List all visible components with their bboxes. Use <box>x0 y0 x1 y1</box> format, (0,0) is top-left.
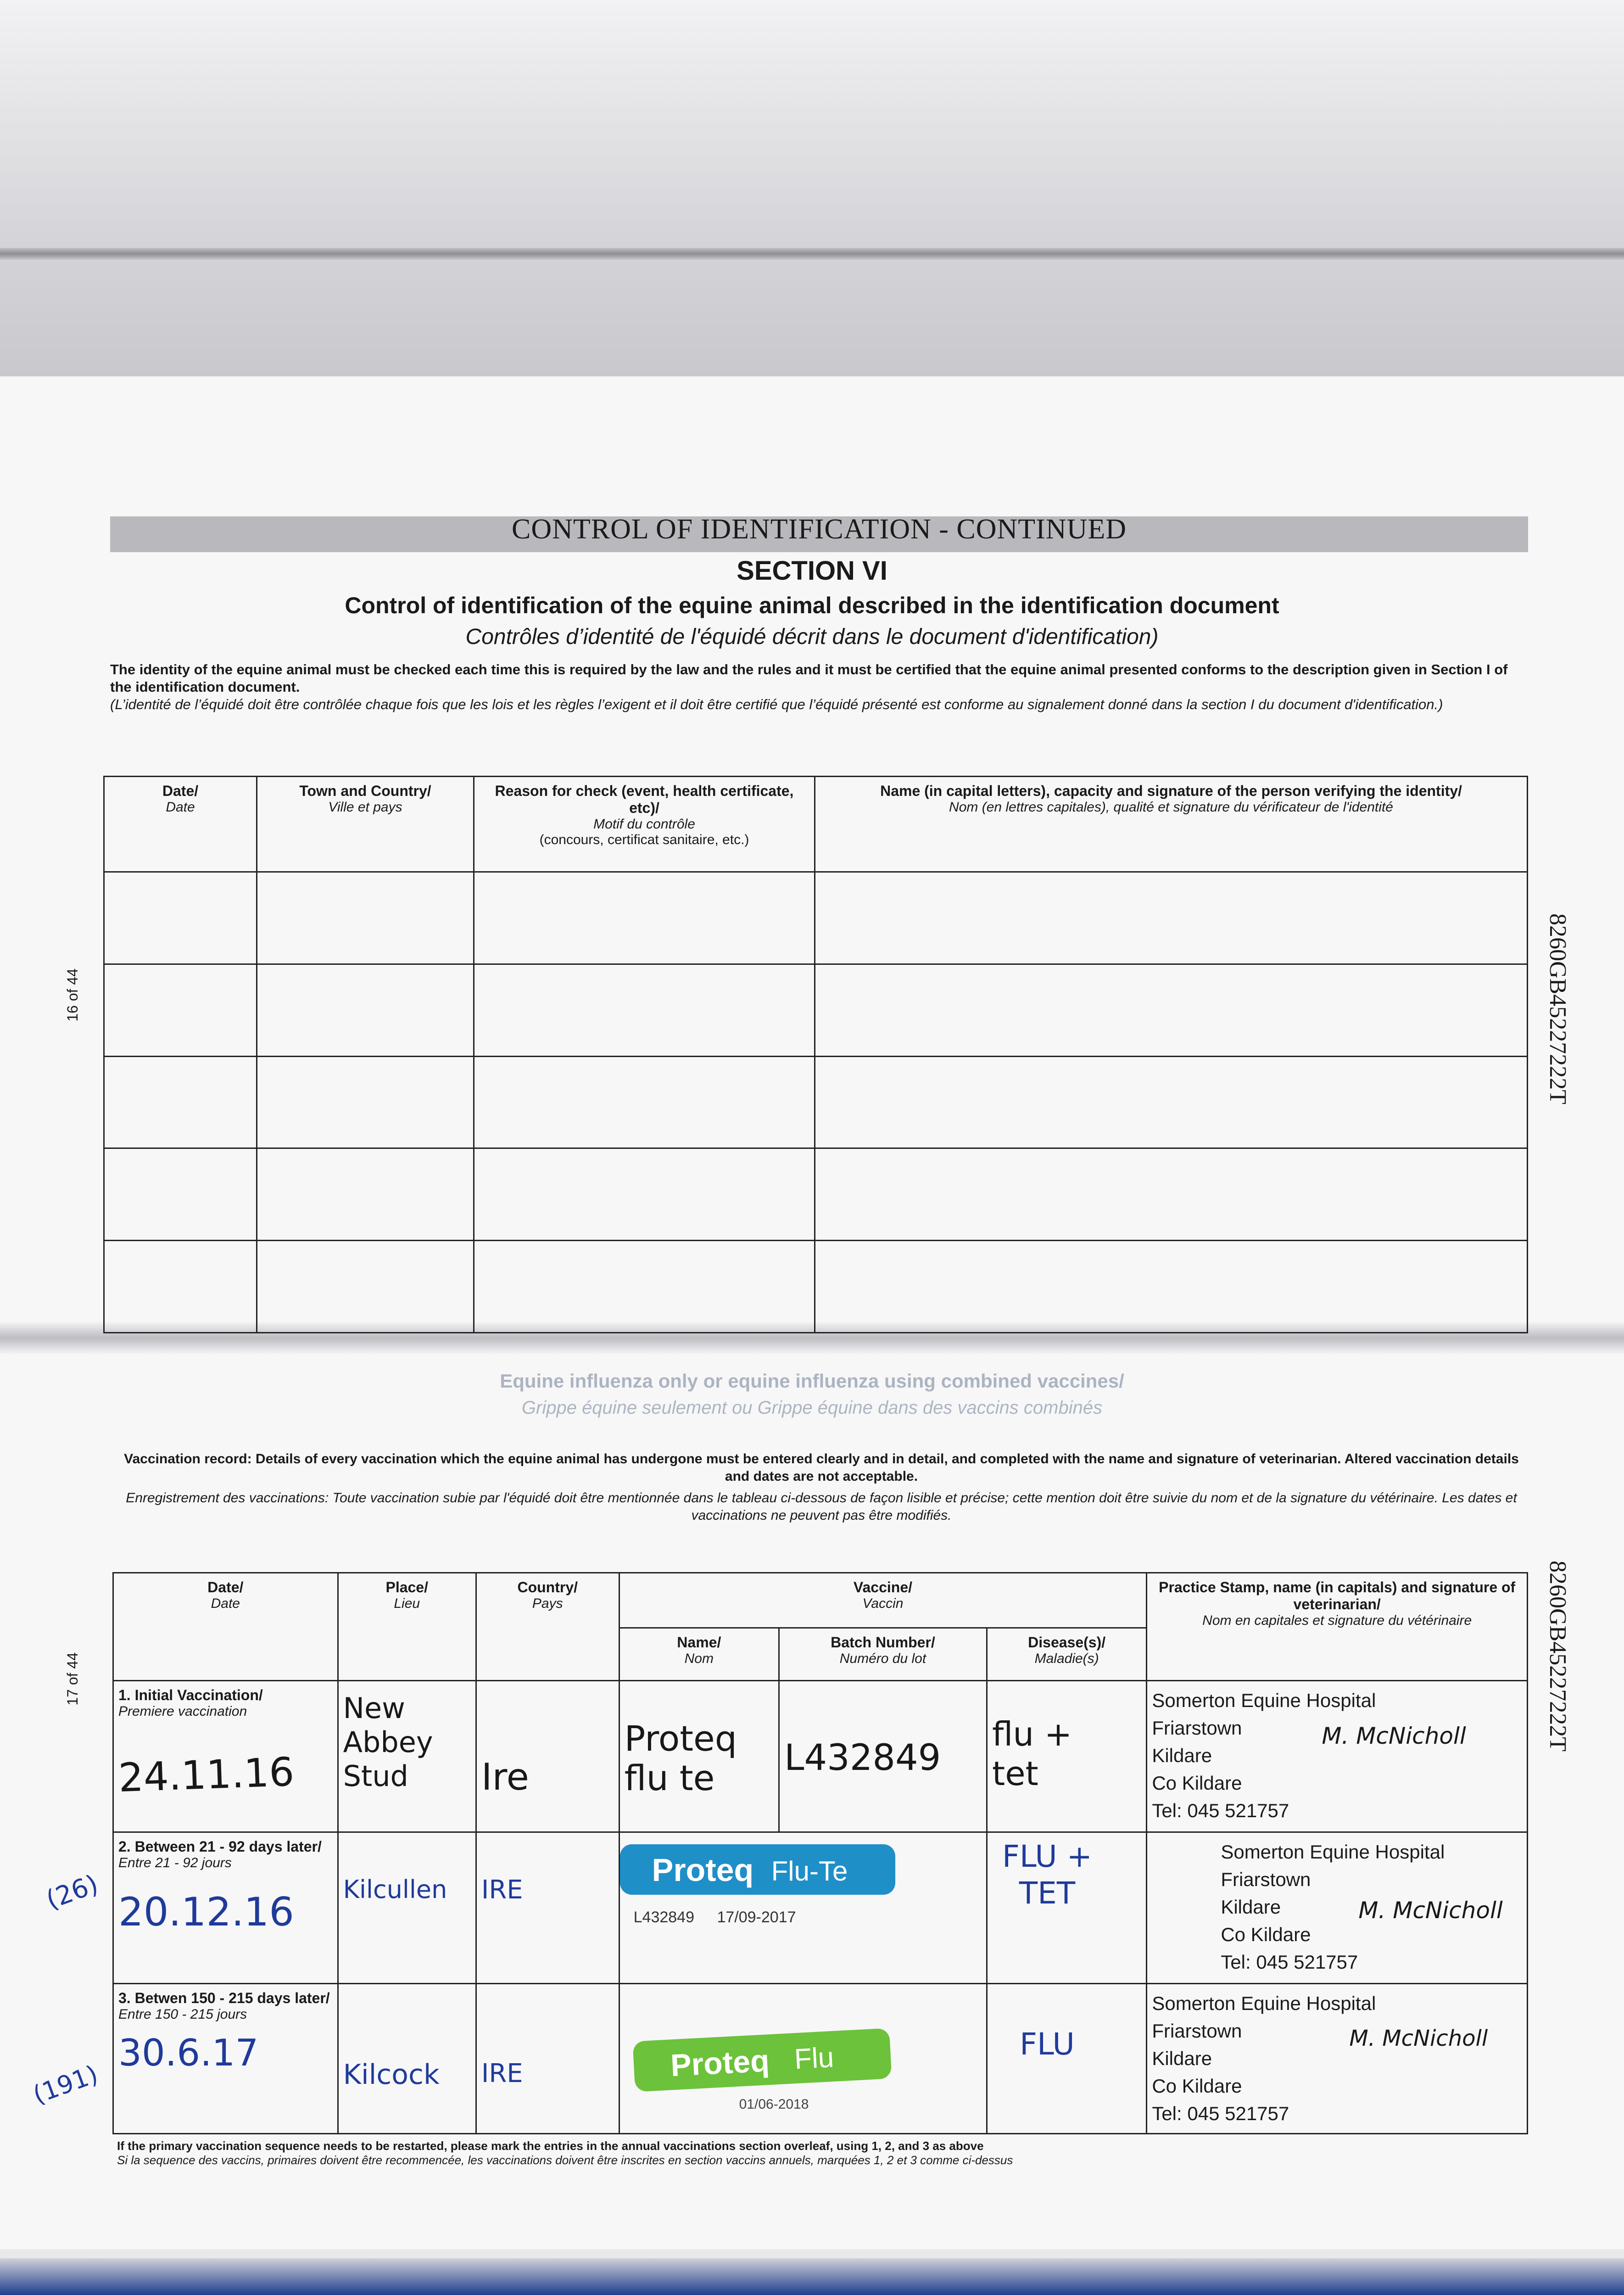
row3-date: 30.6.17 <box>118 2032 259 2074</box>
row1-place: New Abbey Stud <box>343 1691 433 1793</box>
row1-vaccine: Proteq flu te <box>624 1718 737 1798</box>
row1-stamp-cell <box>1147 1681 1528 1832</box>
side-code-lower: 8260GB45227222T <box>1545 1561 1571 1752</box>
sticker-brand: Proteq <box>670 2043 770 2083</box>
row1-date-cell: 1. Initial Vaccination/ Premiere vaccination 24.11.16 <box>113 1681 338 1832</box>
page-number-upper: 16 of 44 <box>64 968 81 1022</box>
row2-disease: FLU + TET <box>1002 1839 1092 1911</box>
col-stamp: Practice Stamp, name (in capitals) and signature of veterinarian/ Nom en capitales et signature du vétérinaire <box>1147 1573 1528 1681</box>
col-batch-number: Batch Number/ Numéro du lot <box>779 1628 987 1681</box>
side-code-upper: 8260GB45227222T <box>1545 913 1571 1104</box>
row1-country-cell <box>476 1681 619 1832</box>
row1-place-cell <box>338 1681 476 1832</box>
col-country: Country/ Pays <box>476 1573 619 1681</box>
row1-vaccine-cell <box>619 1681 779 1832</box>
table-row <box>104 1241 1528 1333</box>
col-town-country: Town and Country/ Ville et pays <box>257 777 474 872</box>
page-number-lower: 17 of 44 <box>64 1652 81 1706</box>
table-row <box>104 964 1528 1056</box>
section-intro <box>110 661 1514 713</box>
sticker-product: Flu <box>793 2041 835 2076</box>
identity-table-header <box>104 777 1528 872</box>
row1-date: 24.11.16 <box>117 1749 295 1802</box>
col-place: Place/ Lieu <box>338 1573 476 1681</box>
footer-note <box>117 2139 1127 2167</box>
page-bottom-edge <box>0 2258 1624 2295</box>
vaccination-table <box>112 1572 1528 2134</box>
row3-disease: FLU <box>1020 2026 1075 2062</box>
row1-practice-stamp: Somerton Equine Hospital Friarstown Kildare Co Kildare Tel: 045 521757 <box>1152 1690 1376 1821</box>
col-vaccine: Vaccine/ Vaccin <box>619 1573 1147 1628</box>
identity-check-table <box>103 776 1528 1333</box>
row3-place: Kilcock <box>343 2059 440 2091</box>
row2-vaccine-sticker <box>620 1844 895 1895</box>
bleed-through-title-fr: Grippe équine seulement ou Grippe équine dans des vaccins combinés <box>521 1398 1103 1418</box>
table-row <box>104 1148 1528 1241</box>
row2-vaccine-cell <box>619 1832 987 1984</box>
row2-sticker-lot: L432849 17/09-2017 <box>633 1909 796 1926</box>
sticker-product: Flu-Te <box>771 1856 848 1886</box>
footer-note-en: If the primary vaccination sequence needs to be restarted, please mark the entries in the annual vaccinations section overleaf, using 1, 2, and 3 as above <box>117 2139 984 2153</box>
row3-place-cell <box>338 1984 476 2134</box>
row2-country-cell <box>476 1832 619 1984</box>
section-title-en: Control of identification of the equine animal described in the identification document <box>345 593 1279 618</box>
row3-sticker-exp: 01/06-2018 <box>739 2097 809 2112</box>
row2-stamp-cell <box>1147 1832 1528 1984</box>
row2-place-cell <box>338 1832 476 1984</box>
col-verifier: Name (in capital letters), capacity and signature of the person verifying the identity/ Nom (en lettres capitales), qualité et signature du vérificateur de l'identité <box>815 777 1528 872</box>
vaccination-row-2 <box>113 1832 1528 1984</box>
col-date: Date/ Date <box>113 1573 338 1681</box>
row2-practice-stamp: Somerton Equine Hospital Friarstown Kildare Co Kildare Tel: 045 521757 <box>1221 1841 1445 1973</box>
scanner-background <box>0 0 1624 376</box>
row2-country: IRE <box>481 1875 523 1905</box>
table-row <box>104 872 1528 964</box>
row2-date: 20.12.16 <box>118 1889 294 1935</box>
bleed-through-title-en: Equine influenza only or equine influenza using combined vaccines/ <box>500 1370 1124 1392</box>
vaccination-table-header <box>113 1573 1528 1628</box>
col-reason: Reason for check (event, health certificate, etc)/ Motif du contrôle (concours, certificat sanitaire, etc.) <box>474 777 815 872</box>
row3-vaccine-sticker <box>632 2028 892 2092</box>
intro-fr: (L’identité de l’équidé doit être contrôlée chaque fois que les lois et les règles l’exigent et il doit être certifié que l’équidé présenté est conforme au signalement donné dans la section I du document d'identification.) <box>110 696 1443 712</box>
row3-country-cell <box>476 1984 619 2134</box>
row3-vet-name: M. McNicholl <box>1349 2026 1488 2051</box>
intro-en: The identity of the equine animal must be checked each time this is required by the law and the rules and it must be certified that the equine animal presented conforms to the description given in Section I of the identification document. <box>110 661 1508 695</box>
margin-note-row2: (26) <box>42 1869 102 1915</box>
row3-date-cell: 3. Betwen 150 - 215 days later/ Entre 150 - 215 jours 30.6.17 <box>113 1984 338 2134</box>
row3-stamp-cell <box>1147 1984 1528 2134</box>
section-heading: SECTION VI <box>737 556 887 586</box>
margin-note-row3: (191) <box>29 2060 102 2110</box>
section-title-fr: Contrôles d’identité de l'équidé décrit dans le document d'identification) <box>465 625 1159 649</box>
row1-country: Ire <box>481 1756 529 1798</box>
vaccination-row-3 <box>113 1984 1528 2134</box>
vaccination-record-fr: Enregistrement des vaccinations: Toute vaccination subie par l'équidé doit être mentionnée dans le tableau ci-dessous de façon lisible et précise; cette mention doit être suivie du nom et de la signature du vétérinaire. Les dates et vaccinations ne peuvent pas être modifiés. <box>126 1490 1517 1523</box>
col-date: Date/ Date <box>104 777 257 872</box>
vaccination-row-1 <box>113 1681 1528 1832</box>
row2-vet-name: M. McNicholl <box>1358 1897 1503 1924</box>
row3-vaccine-cell <box>619 1984 987 2134</box>
row2-date-cell: 2. Between 21 - 92 days later/ Entre 21 - 92 jours 20.12.16 <box>113 1832 338 1984</box>
row3-practice-stamp: Somerton Equine Hospital Friarstown Kildare Co Kildare Tel: 045 521757 <box>1152 1993 1376 2124</box>
row3-country: IRE <box>481 2059 523 2088</box>
col-vaccine-name: Name/ Nom <box>619 1628 779 1681</box>
row3-disease-cell <box>987 1984 1146 2134</box>
section-banner-title: CONTROL OF IDENTIFICATION - CONTINUED <box>511 514 1127 545</box>
table-row <box>104 1056 1528 1148</box>
col-diseases: Disease(s)/ Maladie(s) <box>987 1628 1146 1681</box>
row2-place: Kilcullen <box>343 1875 447 1904</box>
footer-note-fr: Si la sequence des vaccins, primaires doivent être recommencée, les vaccinations doivent être inscrites en section vaccins annuels, marquées 1, 2 et 3 comme ci-dessus <box>117 2153 1013 2167</box>
vaccination-record-en: Vaccination record: Details of every vaccination which the equine animal has undergone must be entered clearly and in detail, and completed with the name and signature of veterinarian. Altered vaccination details and dates are not acceptable. <box>124 1451 1519 1484</box>
row1-disease: flu + tet <box>992 1715 1072 1793</box>
previous-page-edge <box>0 248 1624 260</box>
row1-batch: L432849 <box>784 1737 941 1779</box>
sticker-brand: Proteq <box>652 1852 754 1888</box>
row1-vet-name: M. McNicholl <box>1322 1723 1466 1749</box>
row2-disease-cell <box>987 1832 1146 1984</box>
row1-batch-cell <box>779 1681 987 1832</box>
row1-disease-cell <box>987 1681 1146 1832</box>
